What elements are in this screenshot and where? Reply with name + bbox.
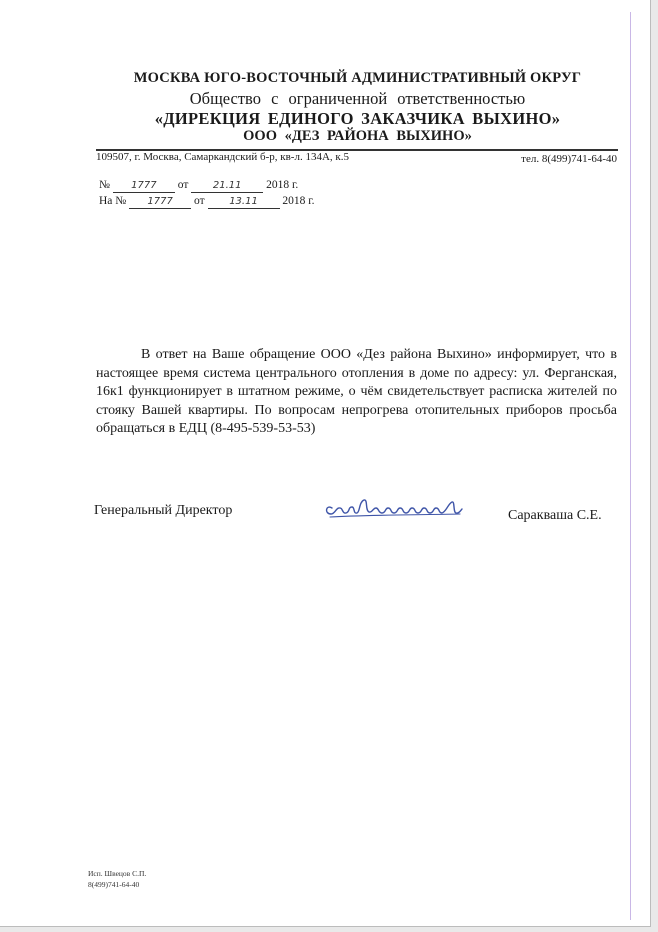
company-phone: тел. 8(499)741-64-40 bbox=[521, 153, 617, 165]
out-date: 21.11 bbox=[191, 180, 263, 193]
out-number: 1777 bbox=[113, 180, 175, 193]
in-number: 1777 bbox=[129, 196, 191, 209]
in-date: 13.11 bbox=[208, 196, 280, 209]
incoming-reference bbox=[99, 195, 315, 209]
header-company-name: «ДИРЕКЦИЯ ЕДИНОГО ЗАКАЗЧИКА ВЫХИНО» bbox=[154, 109, 561, 128]
in-prefix: На № bbox=[99, 195, 127, 207]
page-edge-line bbox=[630, 12, 631, 920]
header-company-type: Общество с ограниченной ответственностью bbox=[189, 89, 526, 108]
signatory-name: Саракваша С.Е. bbox=[508, 508, 602, 523]
out-prefix: № bbox=[99, 179, 110, 191]
handwritten-signature bbox=[322, 494, 464, 520]
in-from: от bbox=[194, 195, 205, 207]
header-company-short: ООО «ДЕЗ РАЙОНА ВЫХИНО» bbox=[243, 128, 472, 144]
outgoing-reference bbox=[99, 179, 298, 193]
out-from: от bbox=[177, 179, 189, 191]
signatory-title: Генеральный Директор bbox=[94, 503, 233, 518]
letter-body: В ответ на Ваше обращение ООО «Дез района Выхино» информирует, что в настоящее время система центрального отопления в доме по адресу: ул. Ферганская, 16к1 функционирует в штатном режиме, о чём свидетельствует расписка жителей по стояку Вашей квартиры. По вопросам непрогрева отопительных приборов просьба обращаться в ЕДЦ (8-495-539-53-53) bbox=[96, 347, 617, 436]
executor-name: Исп. Швецов С.П. bbox=[88, 869, 147, 878]
header-district: МОСКВА ЮГО-ВОСТОЧНЫЙ АДМИНИСТРАТИВНЫЙ ОКРУГ bbox=[133, 70, 582, 86]
in-year: 2018 г. bbox=[282, 195, 315, 207]
company-address: 109507, г. Москва, Самаркандский б-р, кв-л. 134А, к.5 bbox=[96, 151, 349, 163]
executor-phone: 8(499)741-64-40 bbox=[88, 880, 140, 889]
out-year: 2018 г. bbox=[266, 179, 299, 191]
